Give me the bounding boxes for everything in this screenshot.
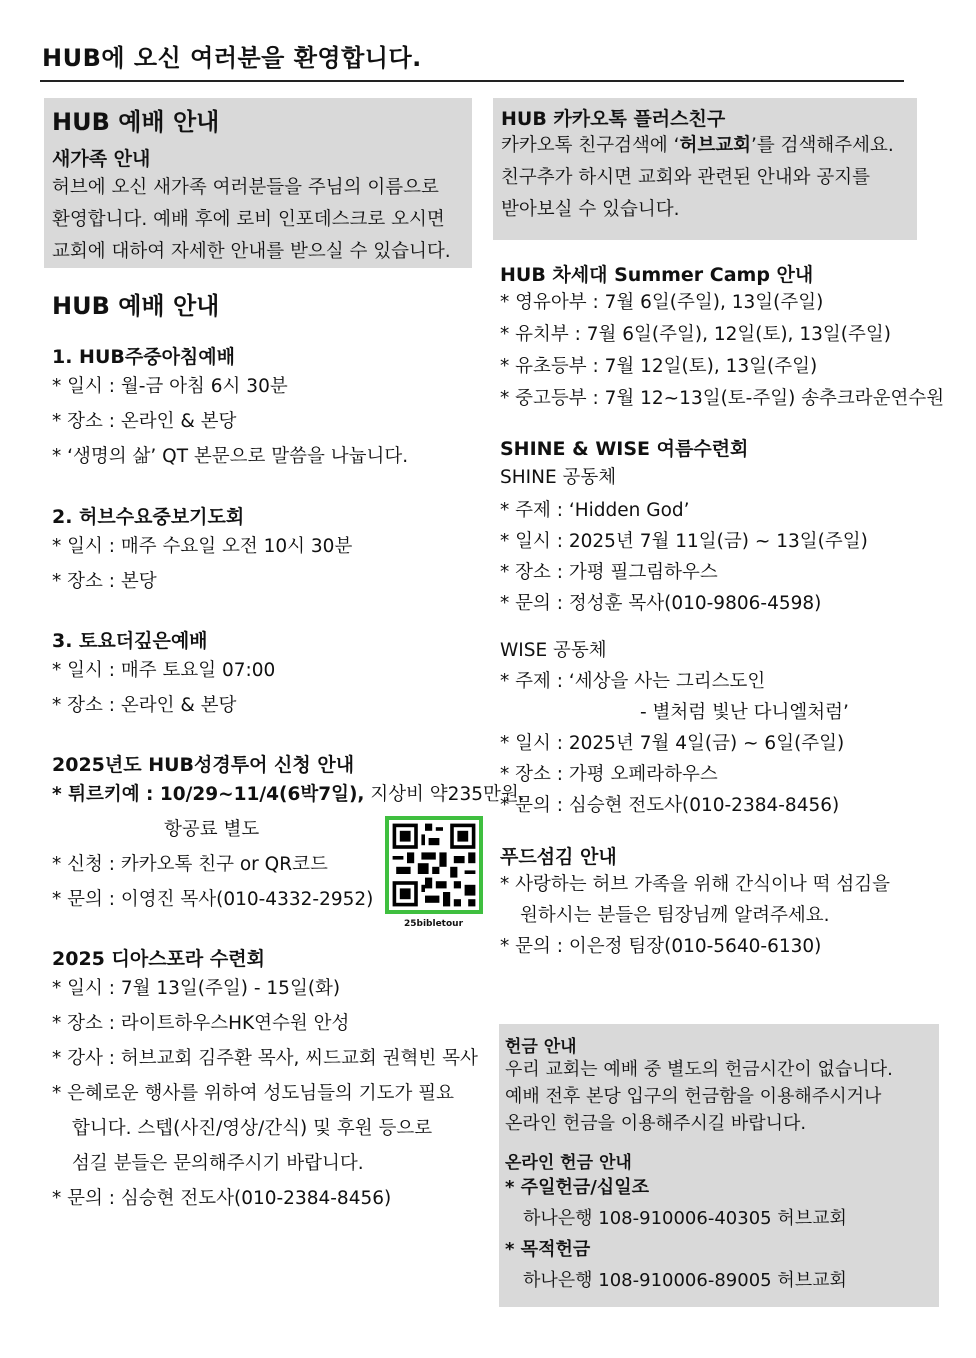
list-item: * 문의 : 심승현 전도사(010-2384-8456): [500, 795, 840, 816]
worship-heading: HUB 예배 안내: [52, 292, 220, 320]
diaspora-section: [52, 944, 492, 1216]
section-title: 2025 디아스포라 수련회: [52, 948, 265, 970]
list-item: * 신청 : 카카오톡 친구 or QR코드: [52, 854, 328, 875]
kakao-box: [493, 98, 917, 240]
list-item: * 은혜로운 행사를 위하여 성도님들의 기도가 필요: [52, 1083, 454, 1104]
kakao-text-part: 카카오톡 친구검색에 ‘: [501, 135, 680, 156]
food-section: [500, 842, 940, 962]
page-title: HUB에 오신 여러분을 환영합니다.: [42, 44, 422, 72]
section-title: 2. 허브수요중보기도회: [52, 506, 245, 528]
list-item: * 장소 : 가평 오페라하우스: [500, 764, 718, 785]
welcome-heading: HUB 예배 안내: [52, 108, 220, 136]
kakao-line: [501, 130, 894, 162]
welcome-text: [52, 172, 451, 268]
welcome-box: [44, 98, 472, 268]
section-title: SHINE & WISE 여름수련회: [500, 438, 749, 460]
list-item: * 장소 : 본당: [52, 571, 157, 592]
list-item: * 문의 : 심승현 전도사(010-2384-8456): [52, 1188, 392, 1209]
section-title: 3. 토요더깊은예배: [52, 630, 208, 652]
list-item: 섬길 분들은 문의해주시기 바랍니다.: [72, 1153, 364, 1174]
list-item: * 사랑하는 허브 가족을 위해 간식이나 떡 섬김을: [500, 874, 890, 895]
list-item: * 유치부 : 7월 6일(주일), 12일(토), 13일(주일): [500, 324, 891, 345]
offering-accounts: [505, 1172, 847, 1296]
list-item: * 문의 : 이영진 목사(010-4332-2952): [52, 889, 374, 910]
account-label: * 목적헌금: [505, 1239, 591, 1260]
list-item: * 장소 : 라이트하우스HK연수원 안성: [52, 1013, 350, 1034]
retreat-section: [500, 434, 940, 821]
section-title: 푸드섬김 안내: [500, 846, 617, 868]
account-label: * 주일헌금/십일조: [505, 1177, 649, 1198]
kakao-line: 받아보실 수 있습니다.: [501, 199, 680, 220]
account-number: 하나은행 108-910006-89005 허브교회: [523, 1270, 847, 1291]
list-item: * 장소 : 온라인 & 본당: [52, 411, 237, 432]
list-item: [52, 777, 525, 812]
offering-line: 예배 전후 본당 입구의 헌금함을 이용해주시거나: [505, 1086, 882, 1107]
kakao-text: [501, 130, 894, 226]
summer-camp-section: [500, 260, 945, 415]
offering-line: 우리 교회는 예배 중 별도의 헌금시간이 없습니다.: [505, 1059, 893, 1080]
welcome-line: 허브에 오신 새가족 여러분들을 주님의 이름으로: [52, 177, 439, 198]
title-divider: [40, 80, 904, 82]
wednesday-section: [52, 502, 482, 599]
offering-line: 온라인 헌금을 이용해주시길 바랍니다.: [505, 1113, 807, 1134]
list-item: * 강사 : 허브교회 김주환 목사, 씨드교회 권혁빈 목사: [52, 1048, 478, 1069]
welcome-line: 환영합니다. 예배 후에 로비 인포데스크로 오시면: [52, 209, 445, 230]
online-offering-heading: 온라인 헌금 안내: [505, 1153, 632, 1173]
account-number: 하나은행 108-910006-40305 허브교회: [523, 1208, 847, 1229]
qr-code-icon: [389, 820, 479, 910]
worship-list: [52, 342, 482, 474]
list-item: * 문의 : 이은정 팀장(010-5640-6130): [500, 936, 822, 957]
wise-title: WISE 공동체: [500, 640, 607, 661]
new-family-heading: 새가족 안내: [52, 148, 151, 170]
list-item: 원하시는 분들은 팀장님께 알려주세요.: [520, 905, 830, 926]
kakao-church-name: 허브교회: [679, 135, 751, 156]
offering-box: [499, 1024, 939, 1307]
list-item: * ‘생명의 삶’ QT 본문으로 말씀을 나눕니다.: [52, 446, 409, 467]
kakao-text-part: ’를 검색해주세요.: [750, 135, 894, 156]
shine-title: SHINE 공동체: [500, 467, 617, 488]
list-item: 항공료 별도: [164, 819, 260, 840]
list-item: * 주제 : ‘세상을 사는 그리스도인: [500, 671, 766, 692]
list-item: * 일시 : 매주 수요일 오전 10시 30분: [52, 536, 353, 557]
list-item: 합니다. 스텝(사진/영상/간식) 및 후원 등으로: [72, 1118, 433, 1139]
list-item: * 일시 : 7월 13일(주일) - 15일(화): [52, 978, 341, 999]
saturday-section: [52, 626, 482, 723]
qr-code[interactable]: [385, 816, 483, 914]
list-item: * 일시 : 매주 토요일 07:00: [52, 660, 276, 681]
list-item: * 중고등부 : 7월 12~13일(토-주일) 송추크라운연수원: [500, 388, 945, 409]
list-item: * 유초등부 : 7월 12일(토), 13일(주일): [500, 356, 818, 377]
list-item: * 장소 : 온라인 & 본당: [52, 695, 237, 716]
list-item: * 일시 : 2025년 7월 4일(금) ~ 6일(주일): [500, 733, 845, 754]
list-item: * 영유아부 : 7월 6일(주일), 13일(주일): [500, 292, 824, 313]
section-title: 2025년도 HUB성경투어 신청 안내: [52, 754, 355, 776]
list-item: - 별처럼 빛난 다니엘처럼’: [640, 702, 849, 723]
kakao-line: 친구추가 하시면 교회와 관련된 안내와 공지를: [501, 167, 870, 188]
offering-heading: 헌금 안내: [505, 1037, 577, 1057]
list-item: * 일시 : 2025년 7월 11일(금) ~ 13일(주일): [500, 531, 868, 552]
list-item: * 문의 : 정성훈 목사(010-9806-4598): [500, 593, 822, 614]
list-item: * 장소 : 가평 필그림하우스: [500, 562, 718, 583]
list-item: * 일시 : 월-금 아침 6시 30분: [52, 376, 288, 397]
list-item: * 주제 : ‘Hidden God’: [500, 500, 690, 521]
section-title: 1. HUB주중아침예배: [52, 346, 235, 368]
welcome-line: 교회에 대하여 자세한 안내를 받으실 수 있습니다.: [52, 241, 451, 262]
section-title: HUB 차세대 Summer Camp 안내: [500, 264, 814, 286]
tour-destination: * 튀르키예 : 10/29~11/4(6박7일),: [52, 784, 365, 805]
qr-caption: 25bibletour: [404, 919, 464, 929]
kakao-heading: HUB 카카오톡 플러스친구: [501, 108, 726, 130]
tour-cost: 지상비 약235만원.: [364, 784, 525, 805]
offering-text: [505, 1056, 893, 1137]
